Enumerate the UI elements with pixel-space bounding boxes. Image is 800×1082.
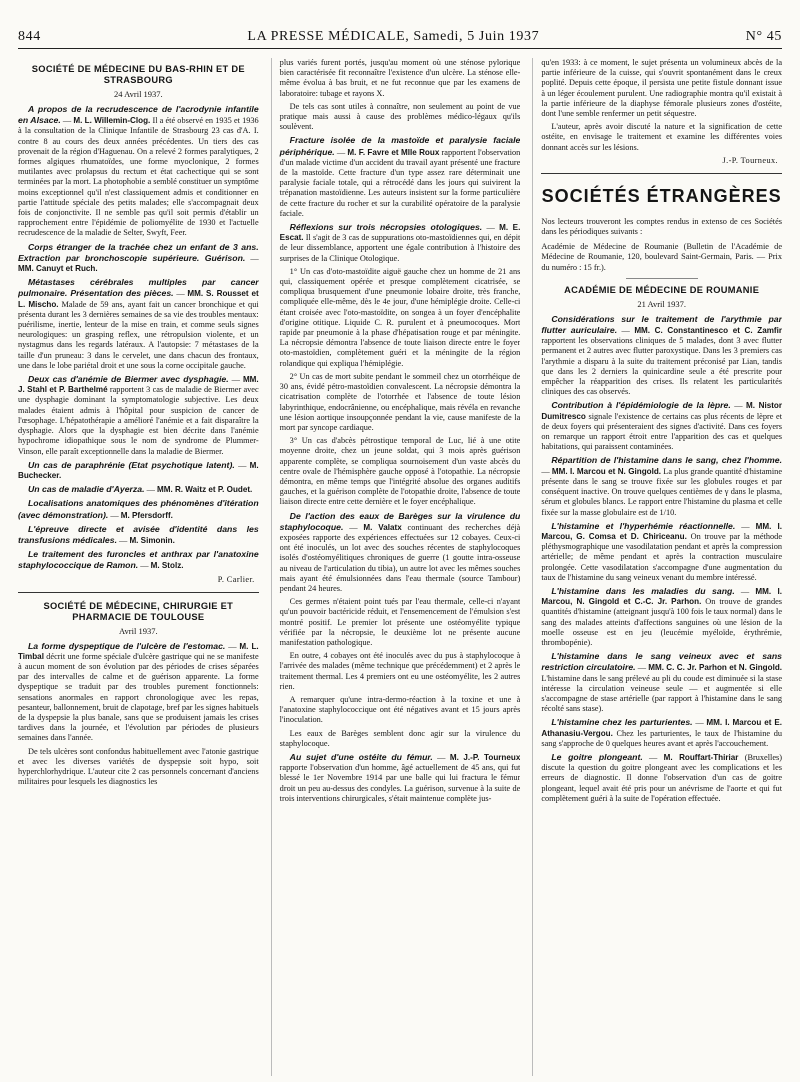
column-left	[18, 58, 259, 1076]
section-divider	[541, 173, 782, 174]
society-title: SOCIÉTÉ DE MÉDECINE DU BAS-RHIN ET DE STRASBOURG	[31, 64, 245, 85]
society-title: SOCIÉTÉ DE MÉDECINE, CHIRURGIE ET PHARMACIE DE TOULOUSE	[43, 600, 234, 622]
column-middle	[271, 58, 521, 1076]
paragraph: 2° Un cas de mort subite pendant le sommeil chez un otorrhéique de 30 ans, évidé pétro-mastoïdien convalescent. La nécropsie démontra la cicatrisation complète de l'otorrhée et l'absence de toute lésion labyrinthique, endocrânienne, ou encéphalique, mais révéla en revanche une lésion aortique insoupçonnée pendant la vie, cause manifeste de la mort par syncope cardiaque.	[279, 371, 521, 432]
paragraph: A remarquer qu'une intra-dermo-réaction à la toxine et une à l'anatoxine staphylococcique ont été négatives avant et 15 jours après l'inoculation.	[279, 694, 521, 725]
column-right	[532, 58, 782, 1076]
journal-title: LA PRESSE MÉDICALE, Samedi, 5 Juin 1937	[247, 29, 540, 44]
paragraph: De tels cas sont utiles à connaître, non seulement au point de vue pratique mais aussi à cause des problèmes médico-légaux qu'ils soulèvent.	[279, 101, 521, 132]
issue-number: N° 45	[745, 29, 782, 44]
paragraph: plus variés furent portés, jusqu'au moment où une sténose pylorique bien caractérisée fit reconnaître l'existence d'un ulcère. La sténose elle-même évolua à bas bruit, et ne fut reconnue que par les examens de laboratoire: tubage et rayons X.	[279, 58, 521, 98]
abstract: Métastases cérébrales multiples par cancer pulmonaire. Présentation des pièces. — MM. S. Rousset et L. Mischo. Malade de 59 ans, ayant fait un cancer bronchique et qui présenta durant les 3 dernières semaines de sa vie des troubles mentaux: puérilisme, inertie, lenteur de la mise en train, et comme seuls signes neurologiques: un grasping reflex, une rétropulsion violente, et un nystagmus dans les regards latéraux. A l'autopsie: 7 métastases de la taille d'un pruneau: 3 dans le cervelet, une dans chacun des frontaux, une dans le lobe pariétal droit et une sous la corne occipitale gauche.	[18, 277, 259, 370]
paragraph: 1° Un cas d'oto-mastoïdite aiguë gauche chez un homme de 21 ans qui, classiquement opérée et presque complètement cicatrisée, se compliqua brusquement d'une pneumonie lobaire droite, très franche, compliquée elle-même, dès le 4e jour, d'une hémiplégie droite. Celle-ci étant croisée avec l'oto-mastoïdite, on songea à un foyer d'encéphalite d'origine otitique. Liquide C. R. purulent et à pneumocoques. Mort rapide par pneumonie à la phase d'hépatisation rouge et par méningite. La nécropsie démontra l'absence de toute liaison directe entre le foyer oto-mastoïdien, complètement guéri et la méningite de la région rolandique qui expliqua l'hémiplégie.	[279, 266, 521, 368]
session-date: Avril 1937.	[119, 625, 158, 636]
abstract: L'histamine chez les parturientes. — MM. I. Marcou et E. Athanasiu-Vergou. Chez les parturientes, le taux de l'histamine du sang s'approche de 0 quelques heures avant et après l'accouchement.	[541, 717, 783, 748]
abstract: Réflexions sur trois nécropsies otologiques. — M. E. Escat. Il s'agit de 3 cas de suppurations oto-mastoïdiennes qui, en dépit de leur dissemblance, apportent une égale contribution à l'histoire des surprises de la Clinique Otologique.	[279, 222, 521, 263]
abstract: Le traitement des furoncles et anthrax par l'anatoxine staphylococcique de Ramon. — M. Stolz.	[18, 549, 259, 571]
paragraph: De tels ulcères sont confondus habituellement avec l'atonie gastrique et avec les diverses variétés de dyspepsie soit hypo, soit hyperchlorhydrique. L'auteur cite 2 cas personnels concernant d'anciens militaires pour lesquels les diagnostics les	[18, 746, 259, 787]
abstract: Corps étranger de la trachée chez un enfant de 3 ans. Extraction par bronchoscopie supérieure. Guérison. — MM. Canuyt et Ruch.	[18, 241, 259, 274]
page-number: 844	[18, 29, 41, 44]
abstract: L'histamine dans les maladies du sang. — MM. I. Marcou, N. Gingold et C.-C. Jr. Parhon. On trouve de grandes quantités d'histamine (atteignant jusqu'à 100 fois le taux normal) dans le sang des malades atteints d'affections sanguines où une lésion de la moelle osseuse est en jeu (leucémie myéloïde, érythrémie, thrombopénie).	[541, 585, 783, 647]
signature: P. Carlier.	[217, 574, 255, 584]
paragraph: En outre, 4 cobayes ont été inoculés avec du pus à staphylocoque à l'arrivée des malades (même technique que précédemment) et 2 après le traitement thermal. Les 4 premiers ont eu une ostéomyélite, les 2 autres rien.	[279, 651, 521, 691]
paragraph: L'auteur, après avoir discuté la nature et la signification de cette ostéite, en envisage le traitement et examine les différentes voies donnant accès sur les lésions.	[541, 122, 783, 152]
paragraph: Les eaux de Barèges semblent donc agir sur la virulence du staphylocoque.	[279, 728, 521, 748]
abstract: Considérations sur le traitement de l'arythmie par flutter auriculaire. — MM. C. Constantinesco et C. Zamfir rapportent les observations cliniques de 5 malades, dont 3 avec flutter permanent et 2 autres avec flutter paroxystique. Dans les 3 premiers cas l'arythmie a disparu à la suite du traitement préconisé par Lian, tandis que dans les 2 derniers la quinicardine seule a été prescrite pour empêcher la réapparition des crises. Ils relatent les particularités cliniques des cas observés.	[541, 313, 783, 397]
paragraph: qu'en 1933: à ce moment, le sujet présenta un volumineux abcès de la partie inférieure de la cuisse, qui s'ouvrit spontanément dans le creux poplité. Depuis cette époque, il persista une petite fistule donnant issue à un léger écoulement purulent. Une radiographie montra qu'il existait à la partie inférieure de la diaphyse fémorale plusieurs zones d'ostéite, dont l'une semble renfermer un petit séquestre.	[541, 58, 783, 119]
academy-note: Académie de Médecine de Roumanie (Bulletin de l'Académie de Médecine de Roumanie, 120, boulevard Saint-Germain, Paris. — Prix du numéro : 15 fr.).	[541, 242, 783, 272]
abstract: De l'action des eaux de Barèges sur la virulence du staphylocoque. — M. Valatx continuant des recherches déjà exposées rapporte des expériences effectuées sur 12 cobayes. Ceux-ci ont été inoculés, un lot avec des souches récentes de staphylocoques isolés d'ostéomyélitiques chroniques de guerre (1 goutte intra-osseuse au niveau de l'articulation du tibia), un autre lot avec les mêmes souches mais ayant été émulsionnées dans l'eau thermale (source Tambour) pendant 24 heures.	[279, 510, 521, 593]
abstract: Le goitre plongeant. — M. Rouffart-Thiriar (Bruxelles) discute la question du goitre plongeant avec les complications et les erreurs de diagnostic. Il donne l'observation d'un cas de goitre plongeant, lequel avait été pris pour un anévrisme de l'aorte et qui fut complètement guéri à la suite de l'opération effectuée.	[541, 751, 783, 803]
abstract: Un cas de maladie d'Ayerza. — MM. R. Waitz et P. Oudet.	[28, 484, 253, 495]
abstract: Répartition de l'histamine dans le sang, chez l'homme. — MM. I. Marcou et N. Gingold. La plus grande quantité d'histamine présente dans le sang se trouve fixée sur les globules rouges et par conséquent inactive. On trouve quelques centièmes de γ dans le plasma, sérum et globules blancs. Le rapport entre l'histamine du plasma et celle fixée sur la masse globulaire est de 1/10.	[541, 455, 783, 517]
session-date: 24 Avril 1937.	[113, 89, 163, 99]
page-header	[18, 26, 782, 49]
signature: J.-P. Tourneux.	[722, 155, 779, 165]
society-title: ACADÉMIE DE MÉDECINE DE ROUMANIE	[564, 284, 760, 295]
short-divider	[626, 278, 698, 279]
article-columns	[18, 58, 782, 1076]
paragraph: Ces germes n'étaient point tués par l'eau thermale, celle-ci n'ayant qu'un pouvoir bactéricide réduit, et l'ensemencement de l'émulsion s'est montré positif. Le premier lot présente une ostéomyélite typique vérifiée par la nécropsie, le deuxième lot ne présente aucune manifestation pathologique.	[279, 597, 521, 647]
abstract: Au sujet d'une ostéite du fémur. — M. J.-P. Tourneux rapporte l'observation d'un homme, âgé actuellement de 45 ans, qui fut blessé le 1er Novembre 1914 par une balle qui lui fractura le fémur droit un peu au-dessus des condyles. La guérison, survenue à la suite de trois interventions chirurgicales, s'était maintenue complète jus-	[279, 752, 521, 803]
editor-notice: Nos lecteurs trouveront les comptes rendus in extenso de ces Sociétés dans les périodiques suivants :	[541, 216, 783, 237]
abstract: Contribution à l'épidémiologie de la lèpre. — M. Nistor Dumitresco signale l'existence de certains cas plus récents de lèpre et de deux foyers qui présenteraient des signes d'activité. Dans ces foyers on remarque un rapport étroit entre l'apparition des cas et quelques habitations, qui paraissent contaminées.	[541, 400, 783, 452]
section-divider	[18, 592, 259, 593]
abstract: A propos de la recrudescence de l'acrodynie infantile en Alsace. — M. L. Willemin-Clog. Il a été observé en 1935 et 1936 à la consultation de la Clinique Infantile de Strasbourg 23 cas d'A. I. contre 8 au cours des deux années précédentes. Un tiers des cas provenait de la région d'Haguenau. On a relevé 2 formes paralytiques, 2 formes algiques rhumatoïdes, une forme myoclonique, 2 formes mutilantes avec prolapsus du rectum et état cachectique qui se sont terminées par la mort. La photophobie a semblé constituer un symptôme moins exceptionnel qu'il n'est classiquement admis et conditionner en partie l'attitude spéciale des petits malades; elle s'accompagnait deux fois de conjonctivite. Il ne semble pas qu'il soit permis d'établir un rapprochement entre l'épidémie de poliomyélite de 1930 et l'actuelle recrudescence de la maladie de Selter, Swyft, Feer.	[18, 104, 259, 238]
abstract: L'épreuve directe et avisée d'identité dans les transfusions médicales. — M. Simonin.	[18, 523, 259, 545]
section-heading: SOCIÉTÉS ÉTRANGÈRES	[541, 185, 782, 206]
abstract: L'histamine et l'hyperhémie réactionnelle. — MM. I. Marcou, G. Comsa et D. Chiriceanu. On trouve par la méthode pléthysmographique une vasodilatation pendant et après la compression artérielle; de même pendant et après la contraction musculaire prolongée. Cette vasodilatation s'accompagne d'une augmentation du taux de l'histamine du sang veineux venant du membre intéressé.	[541, 520, 783, 582]
abstract: La forme dyspeptique de l'ulcère de l'estomac. — M. L. Timbal décrit une forme spéciale d'ulcère gastrique qui ne se manifeste à aucun moment de son évolution par des périodes de crises séparées par des intervalles de calme et de guérison apparente. La forme dyspeptique se traduit par des troubles purement fonctionnels: sensations anormales en rapport chronologique avec les repas, pesanteur, ballonnement, bruit de clapotage, bref par les signes habituels de la dyspepsie la plus banale, sans que se produisent jamais les crises tardives dans la journée, et l'évolution par périodes de plusieurs semaines dans l'année.	[18, 640, 259, 743]
abstract: Fracture isolée de la mastoïde et paralysie faciale périphérique. — M. F. Favre et Mlle Roux rapportent l'observation d'un malade victime d'un accident du travail ayant présenté une fracture de la mastoïde. Cette fracture d'un type assez rare déterminait une paralysie faciale totale, qui a rétrocédé dans les jours qui suivirent la trépanation mastoïdienne. Les auteurs insistent sur la forme particulière de cette fracture du rocher et sur la curabilité opératoire de la paralysie faciale.	[279, 135, 521, 218]
abstract: Localisations anatomiques des phénomènes d'itération (avec démonstration). — M. Pfersdorff.	[18, 498, 259, 520]
session-date: 21 Avril 1937.	[637, 298, 687, 309]
abstract: Un cas de paraphrénie (Etat psychotique latent). — M. Buchecker.	[18, 459, 259, 480]
paragraph: 3° Un cas d'abcès pétrostique temporal de Luc, lié à une otite moyenne droite, chez un jeune soldat, qui 3 mois après guérison apparente complète, se compliqua sournoisement d'un vaste abcès du centre ovale de l'hémisphère gauche opposé à l'otopathie. La nécropsie démontra, en même temps que l'intégrité absolue des organes auditifs gauches, et la guérison complète de l'otopathie droite, l'absence de toute liaison directe entre cette dernière et le foyer encéphalique.	[279, 436, 521, 507]
abstract: L'histamine dans le sang veineux avec et sans restriction circulatoire. — MM. C. C. Jr. Parhon et N. Gingold. L'histamine dans le sang prélevé au pli du coude est diminuée si la stase intéresse la circulation veineuse seule — et augmentée si elle s'accompagne de stase artérielle (par rapport à l'histamine dans le sang récolté sans stase).	[541, 651, 783, 714]
abstract: Deux cas d'anémie de Biermer avec dysphagie. — MM. J. Stahl et P. Barthelmé rapportent 3 cas de maladie de Biermer avec une dysphagie dominant la symptomatologie subjective. Les deux malades étaient admis à l'hôpital pour suspicion de cancer de l'œsophage. L'hépatothérapie a amélioré l'anémie et a fait disparaître la dysphagie. Alors que la dysphagie est bien décrite dans l'anémie hypochrome idiopathique sous le nom de syndrome de Plummer-Vinson, elle paraît exceptionnelle dans la maladie de Biermer.	[18, 374, 259, 456]
